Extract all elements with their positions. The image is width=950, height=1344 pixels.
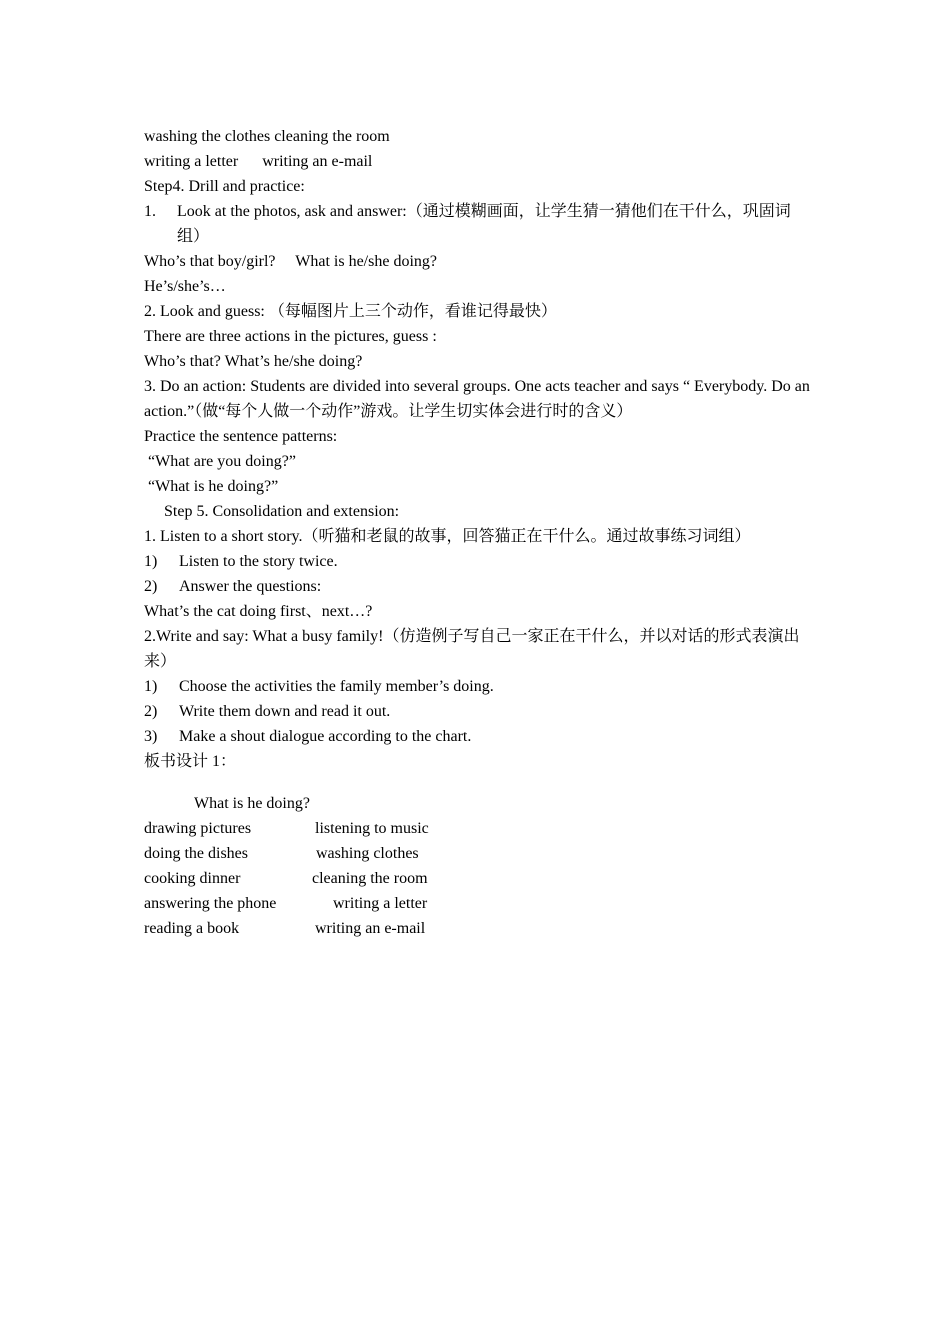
numbered-item (144, 699, 812, 724)
board-title: What is he doing? (194, 795, 310, 812)
board-row (144, 841, 812, 866)
item-text: Make a shout dialogue according to the chart. (179, 728, 472, 745)
board-cell-right: writing an e-mail (315, 920, 426, 937)
text-line: 2. Look and guess: （每幅图片上三个动作，看谁记得最快） (144, 303, 557, 320)
board-row (144, 866, 812, 891)
item-number: 1) (144, 553, 158, 570)
item-text: Look at the photos, ask and answer:（通过模糊画面，让学生猜一猜他们在干什么，巩固词组） (177, 203, 791, 245)
board-cell-left: answering the phone (144, 895, 277, 912)
item-text: Listen to the story twice. (179, 553, 338, 570)
text-line: 2.Write and say: What a busy family!（仿造例子写自己一家正在干什么，并以对话的形式表演出来） (144, 628, 800, 670)
numbered-item (144, 674, 812, 699)
board-row (144, 816, 812, 841)
board-cell-right: cleaning the room (312, 870, 428, 887)
item-text: Choose the activities the family member’s doing. (179, 678, 494, 695)
text-line: Who’s that boy/girl? What is he/she doing? (144, 253, 437, 270)
numbered-item (144, 574, 812, 599)
item-number: 1. (144, 203, 156, 220)
board-cell-right: writing a letter (333, 895, 428, 912)
step4-heading: Step4. Drill and practice: (144, 178, 305, 195)
item-number: 2) (144, 578, 158, 595)
text-line: washing the clothes cleaning the room (144, 128, 390, 145)
numbered-item (144, 199, 812, 249)
item-text: Answer the questions: (179, 578, 322, 595)
board-cell-left: reading a book (144, 920, 240, 937)
text-line: writing a letter writing an e-mail (144, 153, 373, 170)
step5-heading: Step 5. Consolidation and extension: (164, 503, 400, 520)
board-cell-left: cooking dinner (144, 870, 241, 887)
text-line: Who’s that? What’s he/she doing? (144, 353, 363, 370)
text-line: There are three actions in the pictures, guess : (144, 328, 437, 345)
text-line: What’s the cat doing first、next…? (144, 603, 373, 620)
board-design (144, 791, 812, 941)
board-row (144, 891, 812, 916)
text-line: “What is he doing?” (148, 478, 279, 495)
item-text: Write them down and read it out. (179, 703, 391, 720)
text-line: Practice the sentence patterns: (144, 428, 338, 445)
spacer (144, 774, 812, 791)
board-row (144, 916, 812, 941)
document-body (144, 124, 812, 941)
item-number: 1) (144, 678, 158, 695)
text-line: 1. Listen to a short story.（听猫和老鼠的故事，回答猫正在干什么。通过故事练习词组） (144, 528, 751, 545)
text-line: He’s/she’s… (144, 278, 226, 295)
item-number: 3) (144, 728, 158, 745)
numbered-item (144, 724, 812, 749)
board-cell-left: doing the dishes (144, 845, 248, 862)
item-number: 2) (144, 703, 158, 720)
numbered-item (144, 549, 812, 574)
text-line: “What are you doing?” (148, 453, 296, 470)
board-cell-left: drawing pictures (144, 820, 252, 837)
board-cell-right: listening to music (315, 820, 429, 837)
board-cell-right: washing clothes (316, 845, 419, 862)
board-design-heading: 板书设计 1： (144, 753, 237, 770)
text-line: 3. Do an action: Students are divided into several groups. One acts teacher and says “ Everybody. Do an action.”（做“每个人做一个动作”游戏。让学生切实体会进行时的含义） (144, 378, 814, 420)
